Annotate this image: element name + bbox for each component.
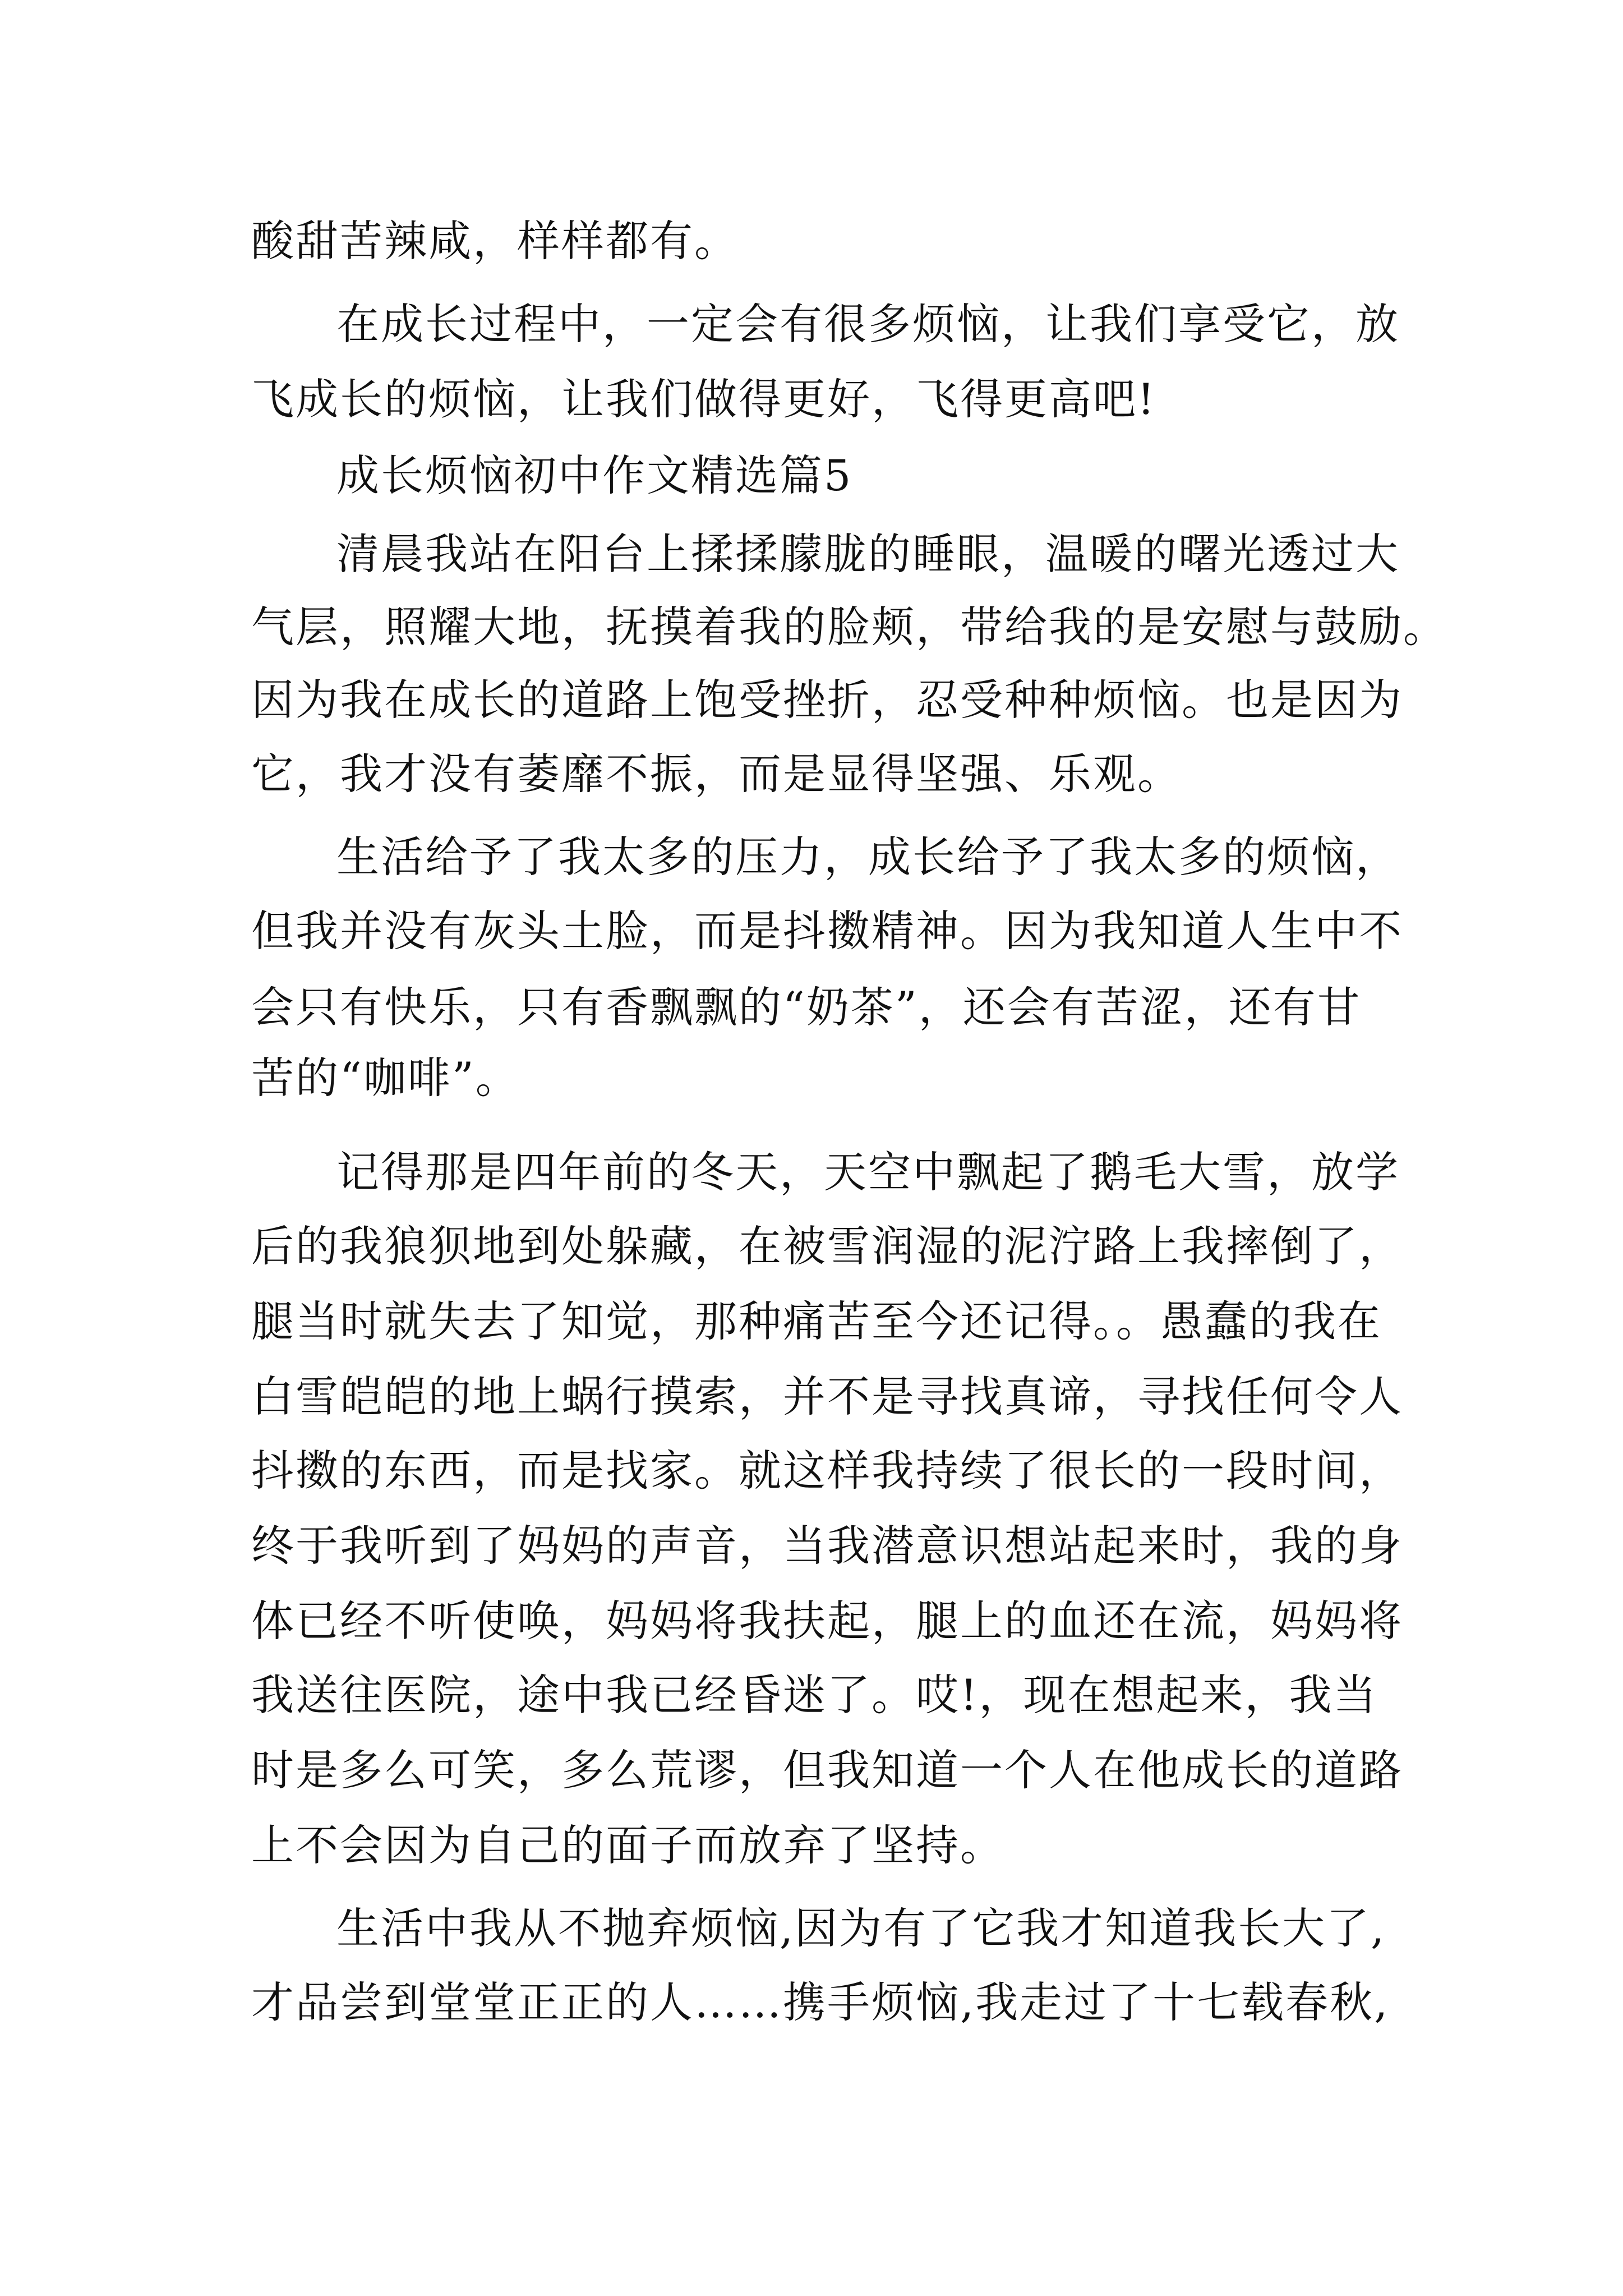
section-heading: 成长烦恼初中作文精选篇5	[336, 450, 853, 500]
text-line: 腿当时就失去了知觉，那种痛苦至今还记得。。愚蠢的我在	[251, 1296, 1382, 1346]
text-line: 但我并没有灰头土脸，而是抖擞精神。因为我知道人生中不	[251, 906, 1403, 956]
text-line: 才品尝到堂堂正正的人……携手烦恼,我走过了十七载春秋,	[251, 1977, 1390, 2027]
text-line: 白雪皑皑的地上蜗行摸索，并不是寻找真谛，寻找任何令人	[251, 1372, 1403, 1421]
text-line: 气层，照耀大地，抚摸着我的脸颊，带给我的是安慰与鼓励。	[251, 602, 1447, 652]
text-line: 后的我狼狈地到处躲藏，在被雪润湿的泥泞路上我摔倒了，	[251, 1221, 1403, 1271]
text-line: 飞成长的烦恼，让我们做得更好，飞得更高吧!	[251, 374, 1156, 424]
text-line: 抖擞的东西，而是找家。就这样我持续了很长的一段时间，	[251, 1446, 1403, 1496]
text-line: 生活中我从不抛弃烦恼,因为有了它我才知道我长大了,	[336, 1903, 1386, 1953]
text-line: 苦的“咖啡”。	[251, 1053, 520, 1103]
text-line: 在成长过程中，一定会有很多烦恼，让我们享受它，放	[336, 299, 1400, 349]
text-line: 上不会因为自己的面子而放弃了坚持。	[251, 1820, 1004, 1870]
text-line: 它，我才没有萎靡不振，而是显得坚强、乐观。	[251, 749, 1182, 799]
text-line: 酸甜苦辣咸，样样都有。	[251, 216, 739, 266]
text-line: 我送往医院，途中我已经昏迷了。哎!，现在想起来，我当	[251, 1670, 1378, 1720]
text-line: 因为我在成长的道路上饱受挫折，忍受种种烦恼。也是因为	[251, 675, 1403, 725]
text-line: 体已经不听使唤，妈妈将我扶起，腿上的血还在流，妈妈将	[251, 1596, 1403, 1646]
text-line: 时是多么可笑，多么荒谬，但我知道一个人在他成长的道路	[251, 1745, 1403, 1795]
text-line: 清晨我站在阳台上揉揉朦胧的睡眼，温暖的曙光透过大	[336, 529, 1400, 579]
text-line: 终于我听到了妈妈的声音，当我潜意识想站起来时，我的身	[251, 1521, 1403, 1571]
text-line: 记得那是四年前的冬天，天空中飘起了鹅毛大雪，放学	[336, 1147, 1400, 1197]
text-line: 生活给予了我太多的压力，成长给予了我太多的烦恼，	[336, 832, 1400, 882]
text-line: 会只有快乐，只有香飘飘的“奶茶”，还会有苦涩，还有甘	[251, 982, 1362, 1032]
